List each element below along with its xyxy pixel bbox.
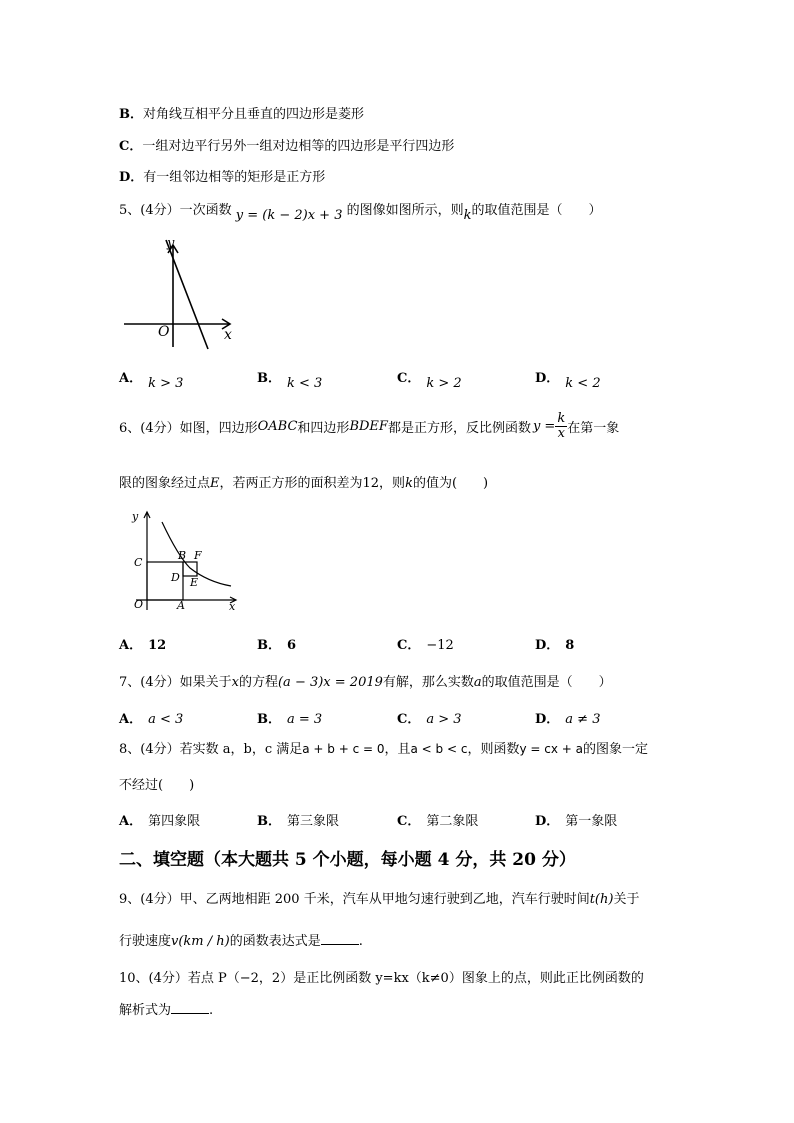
q10-text: 解析式为	[119, 1003, 172, 1018]
q6-label-x: x	[229, 600, 236, 613]
option-text: a > 3	[426, 712, 462, 727]
q10-text: .	[209, 1003, 214, 1018]
q8-text: 8、(4分）若实数 a，b，c 满足	[119, 742, 303, 757]
q9-stem-line2	[119, 930, 363, 949]
q10-stem-line1	[119, 967, 644, 986]
q5-suffix: 的取值范围是（ ）	[471, 203, 602, 218]
q8-option-b[interactable]	[257, 810, 339, 829]
q8-text: ，则函数	[467, 742, 520, 757]
option-label: B．	[257, 371, 281, 386]
option-text: 第三象限	[287, 814, 340, 829]
option-label: D．	[535, 638, 560, 653]
option-label: C．	[397, 638, 421, 653]
q9-stem-line1	[119, 888, 639, 907]
q7-stem	[119, 671, 612, 690]
q6-square1: OABC	[257, 419, 298, 434]
q6-text: 和四边形	[297, 421, 350, 436]
q6-stem-line2	[119, 472, 488, 491]
q9-text: 关于	[613, 892, 640, 907]
option-label: C．	[397, 814, 421, 829]
q6-option-a[interactable]	[119, 634, 166, 653]
q9-text: 9、(4分）甲、乙两地相距 200 千米，汽车从甲地匀速行驶到乙地，汽车行驶时间	[119, 892, 590, 907]
section-heading-fill-in: 二、填空题（本大题共 5 个小题，每小题 4 分，共 20 分）	[119, 850, 576, 870]
q7-var-x: x	[231, 675, 239, 690]
q8-function: y = cx + a	[519, 742, 583, 756]
q5-option-d[interactable]	[535, 367, 601, 391]
option-b-prev	[119, 103, 364, 122]
q10-text: 10、(4分）若点 P（−2，2）是正比例函数 y=kx（k≠0）图象上的点，则此正比例函数的	[119, 971, 644, 986]
option-label: D．	[535, 371, 560, 386]
q6-text: 限的图象经过点	[119, 476, 211, 491]
option-text: k > 2	[426, 376, 462, 391]
option-text: 有一组邻边相等的矩形是正方形	[143, 170, 326, 185]
q8-condition2: a < b < c	[410, 742, 468, 756]
square-bdef	[183, 562, 197, 576]
option-text: a ≠ 3	[565, 712, 601, 727]
option-label: B．	[257, 638, 281, 653]
option-text: 第四象限	[148, 814, 201, 829]
q6-option-c[interactable]	[397, 634, 454, 653]
q6-label-a: A	[177, 599, 185, 612]
q10-stem-line2	[119, 999, 213, 1018]
q9-text: .	[358, 934, 363, 949]
q9-answer-blank[interactable]	[321, 932, 359, 945]
q5-graph	[118, 235, 248, 355]
option-label: C．	[397, 712, 421, 727]
q5-prefix: 5、(4分）一次函数	[119, 203, 232, 218]
option-text: a < 3	[148, 712, 184, 727]
q6-square2: BDEF	[349, 419, 388, 434]
q5-option-b[interactable]	[257, 367, 323, 391]
q6-label-c: C	[134, 556, 143, 569]
option-label: B．	[257, 712, 281, 727]
q6-option-b[interactable]	[257, 634, 296, 653]
option-label: B．	[257, 814, 281, 829]
q6-var: k	[405, 476, 413, 491]
q6-text: 在第一象	[567, 421, 620, 436]
frac-numerator: k	[557, 411, 566, 426]
q5-option-c[interactable]	[397, 367, 462, 391]
option-text: k < 3	[287, 376, 323, 391]
frac-denominator: x	[557, 426, 565, 441]
q9-t-var: t(h)	[589, 892, 614, 907]
q9-text: 行驶速度	[119, 934, 172, 949]
q6-label-f: F	[194, 549, 202, 562]
option-c-prev	[119, 135, 454, 154]
q5-origin-label: O	[158, 324, 170, 340]
option-label: A．	[119, 638, 143, 653]
q7-var-a: a	[473, 675, 482, 690]
option-label: C．	[119, 139, 143, 154]
q6-func-lhs: y =	[532, 419, 556, 434]
option-label: D．	[119, 170, 144, 185]
q7-text: 的方程	[238, 675, 278, 690]
q6-label-d: D	[171, 571, 180, 584]
option-label: A．	[119, 814, 143, 829]
q6-text: 6、(4分）如图，四边形	[119, 421, 258, 436]
option-label: D．	[535, 814, 560, 829]
q8-text: 的图象一定	[583, 742, 649, 757]
option-label: A．	[119, 371, 143, 386]
option-label: A．	[119, 712, 143, 727]
option-text: 第二象限	[426, 814, 479, 829]
q6-label-y: y	[132, 510, 139, 523]
q5-stem	[119, 199, 602, 223]
q9-v-var: v(km / h)	[171, 934, 230, 949]
q6-label-e: E	[190, 576, 199, 589]
q8-stem-line2	[119, 774, 194, 793]
q5-option-a[interactable]	[119, 367, 184, 391]
q7-option-c[interactable]	[397, 708, 462, 727]
option-text: 第一象限	[565, 814, 618, 829]
q8-stem-line1	[119, 738, 648, 757]
q7-option-a[interactable]	[119, 708, 183, 727]
q6-figure	[128, 508, 243, 618]
q7-text: 有解，那么实数	[382, 675, 474, 690]
option-text: 一组对边平行另外一组对边相等的四边形是平行四边形	[142, 139, 455, 154]
option-text: −12	[426, 638, 454, 653]
q5-x-label: x	[224, 327, 232, 343]
option-text: 对角线互相平分且垂直的四边形是菱形	[143, 107, 365, 122]
q6-point: E	[210, 476, 220, 491]
q6-text: 的值为( )	[412, 476, 489, 491]
option-text: 8	[565, 638, 575, 653]
q6-label-o: O	[134, 598, 144, 611]
q6-label-b: B	[178, 549, 187, 562]
q7-text: 的取值范围是（ ）	[481, 675, 612, 690]
q10-answer-blank[interactable]	[171, 1001, 209, 1014]
q8-option-a[interactable]	[119, 810, 200, 829]
q6-stem-line1	[119, 412, 619, 441]
q7-text: 7、(4分）如果关于	[119, 675, 232, 690]
option-label: C．	[397, 371, 421, 386]
option-text: 6	[287, 638, 297, 653]
q7-equation: (a − 3)x = 2019	[277, 675, 383, 690]
q5-var: k	[463, 208, 472, 223]
option-text: k < 2	[565, 376, 601, 391]
q5-middle: 的图像如图所示，则	[346, 203, 464, 218]
option-d-prev	[119, 166, 325, 185]
q5-y-label: y	[167, 236, 175, 251]
q8-text: 不经过( )	[119, 778, 195, 793]
option-text: k > 3	[148, 376, 184, 391]
option-label: D．	[535, 712, 560, 727]
q8-text: ，且	[384, 742, 411, 757]
q6-text: ，若两正方形的面积差为12，则	[219, 476, 406, 491]
q5-formula: y = (k − 2)x + 3	[235, 208, 343, 223]
option-text: a = 3	[287, 712, 323, 727]
q6-fraction	[555, 412, 567, 441]
q8-option-c[interactable]	[397, 810, 478, 829]
option-text: 12	[148, 638, 167, 653]
q6-option-d[interactable]	[535, 634, 574, 653]
q7-option-b[interactable]	[257, 708, 322, 727]
option-label: B．	[119, 107, 143, 122]
q9-text: 的函数表达式是	[229, 934, 321, 949]
q8-option-d[interactable]	[535, 810, 617, 829]
q6-text: 都是正方形，反比例函数	[387, 421, 531, 436]
q7-option-d[interactable]	[535, 708, 600, 727]
q8-condition1: a + b + c = 0	[302, 742, 385, 756]
